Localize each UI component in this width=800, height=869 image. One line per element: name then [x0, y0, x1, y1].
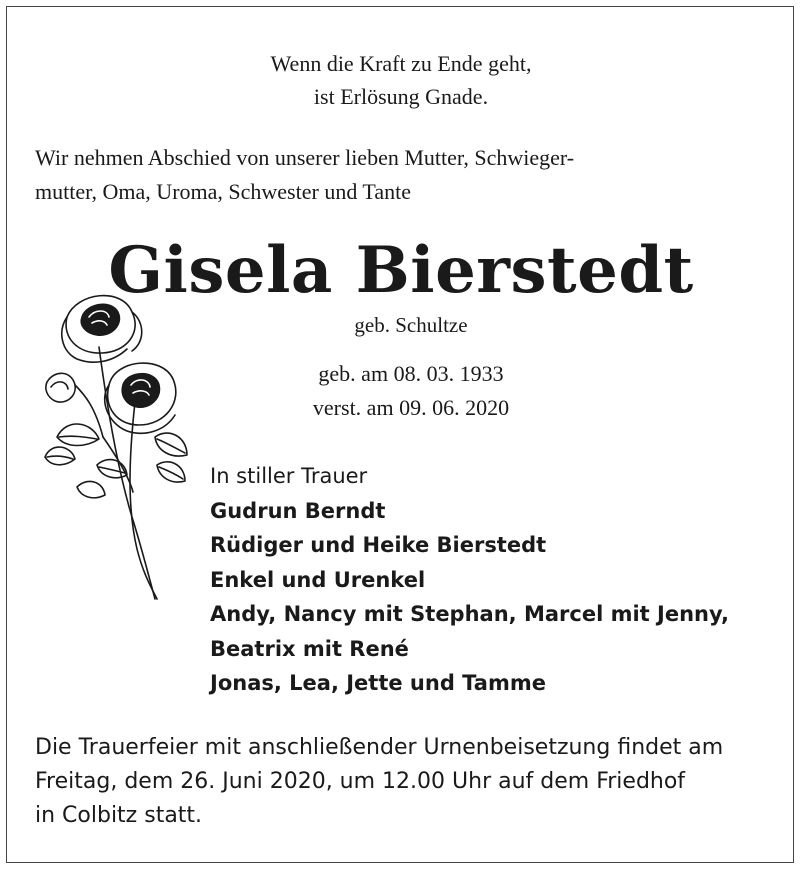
birth-date: geb. am 08. 03. 1933	[318, 361, 504, 386]
poem	[7, 47, 795, 113]
service-line-3: in Colbitz statt.	[35, 803, 203, 828]
intro-line-1: Wir nehmen Abschied von unserer lieben Mutter, Schwieger-	[35, 145, 575, 170]
mourner-name: Rüdiger und Heike Bierstedt	[210, 533, 547, 557]
mourner-name: Jonas, Lea, Jette und Tamme	[210, 671, 546, 695]
deceased-name: Gisela Bierstedt	[108, 233, 694, 308]
rose-icon	[37, 287, 197, 607]
mourning-lead: In stiller Trauer	[210, 464, 368, 488]
service-line-2: Freitag, dem 26. Juni 2020, um 12.00 Uhr auf dem Friedhof	[35, 769, 686, 794]
obituary-frame	[6, 6, 794, 863]
mourners-list	[210, 459, 780, 701]
funeral-service-info	[35, 731, 780, 833]
maiden-name: geb. Schultze	[354, 313, 468, 337]
intro-text	[35, 141, 775, 209]
mourner-name: Enkel und Urenkel	[210, 567, 426, 592]
mourner-name: Gudrun Berndt	[210, 498, 386, 523]
death-date: verst. am 09. 06. 2020	[312, 395, 510, 420]
poem-line-2: ist Erlösung Gnade.	[313, 84, 489, 109]
mourner-name: Beatrix mit René	[210, 636, 409, 661]
poem-line-1: Wenn die Kraft zu Ende geht,	[270, 51, 532, 76]
mourner-name: Andy, Nancy mit Stephan, Marcel mit Jenny,	[210, 602, 730, 626]
intro-line-2: mutter, Oma, Uroma, Schwester und Tante	[35, 179, 411, 204]
service-line-1: Die Trauerfeier mit anschließender Urnenbeisetzung findet am	[35, 735, 724, 760]
